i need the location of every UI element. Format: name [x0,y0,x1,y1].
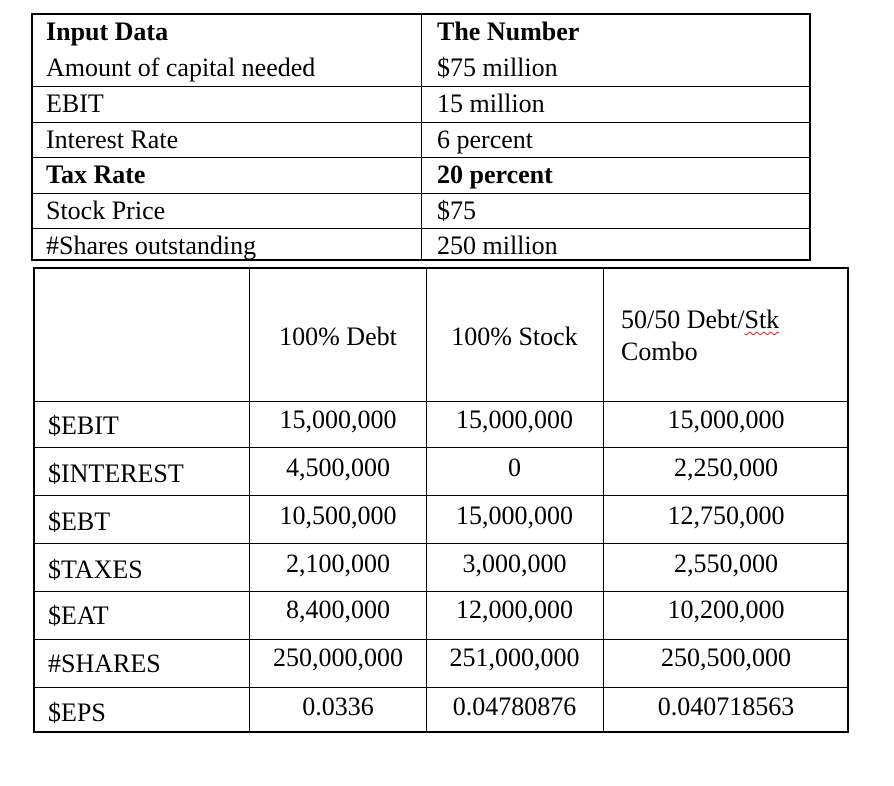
row-label: Interest Rate [46,125,179,154]
debt-value: 15,000,000 [279,405,397,434]
row-divider [35,687,847,688]
input-value-header: The Number [437,17,580,46]
stock-value: 12,000,000 [456,595,573,624]
combo-value: 12,750,000 [667,501,785,530]
column-header-debt: 100% Debt [279,322,397,351]
row-value: 20 percent [437,160,553,189]
row-divider [35,495,847,496]
table-row [33,193,809,230]
row-value: 6 percent [437,125,534,154]
row-label: #SHARES [48,649,161,678]
combo-header-abbrev: Stk [744,305,780,334]
row-divider [35,639,847,640]
table-row [33,228,809,265]
table-row [33,122,809,159]
row-label: EBIT [46,89,104,118]
combo-header-line1: 50/50 Debt/ [621,305,745,334]
debt-value: 4,500,000 [286,453,390,482]
combo-value: 0.040718563 [657,692,795,721]
row-value: $75 million [437,53,558,82]
row-value: 15 million [437,89,545,118]
row-label: $EBT [48,507,111,536]
combo-value: 250,500,000 [661,643,791,672]
stock-value: 0.04780876 [452,692,577,721]
stock-value: 15,000,000 [456,501,573,530]
stock-value: 15,000,000 [456,405,573,434]
input-data-table [31,13,811,261]
row-label: $EPS [48,698,106,727]
combo-value: 15,000,000 [667,405,785,434]
debt-value: 8,400,000 [286,595,390,624]
row-label: $TAXES [48,555,143,584]
input-header-row [33,15,809,51]
combo-value: 10,200,000 [667,595,785,624]
row-label: Amount of capital needed [46,53,316,82]
row-divider [35,447,847,448]
column-header-stock: 100% Stock [451,322,578,351]
table-row [33,157,809,194]
row-value: 250 million [437,231,558,260]
debt-value: 10,500,000 [279,501,397,530]
row-label: Stock Price [46,196,166,225]
combo-header-line2: Combo [621,337,698,366]
debt-value: 250,000,000 [273,643,403,672]
debt-value: 2,100,000 [286,549,390,578]
row-label: $EBIT [48,411,119,440]
row-label: #Shares outstanding [46,231,257,260]
financing-comparison-table [33,267,849,733]
row-label: Tax Rate [46,160,146,189]
table-row [33,86,809,123]
row-divider [35,543,847,544]
combo-value: 2,550,000 [674,549,778,578]
debt-value: 0.0336 [302,692,374,721]
row-value: $75 [437,196,476,225]
combo-value: 2,250,000 [674,453,778,482]
row-label: $EAT [48,601,109,630]
row-divider [35,401,847,402]
stock-value: 0 [508,453,521,482]
row-label: $INTEREST [48,459,184,488]
row-divider [35,591,847,592]
stock-value: 251,000,000 [449,643,580,672]
column-header-combo [621,304,779,368]
stock-value: 3,000,000 [462,549,567,578]
input-label-header: Input Data [46,17,169,46]
table-row [33,51,809,87]
